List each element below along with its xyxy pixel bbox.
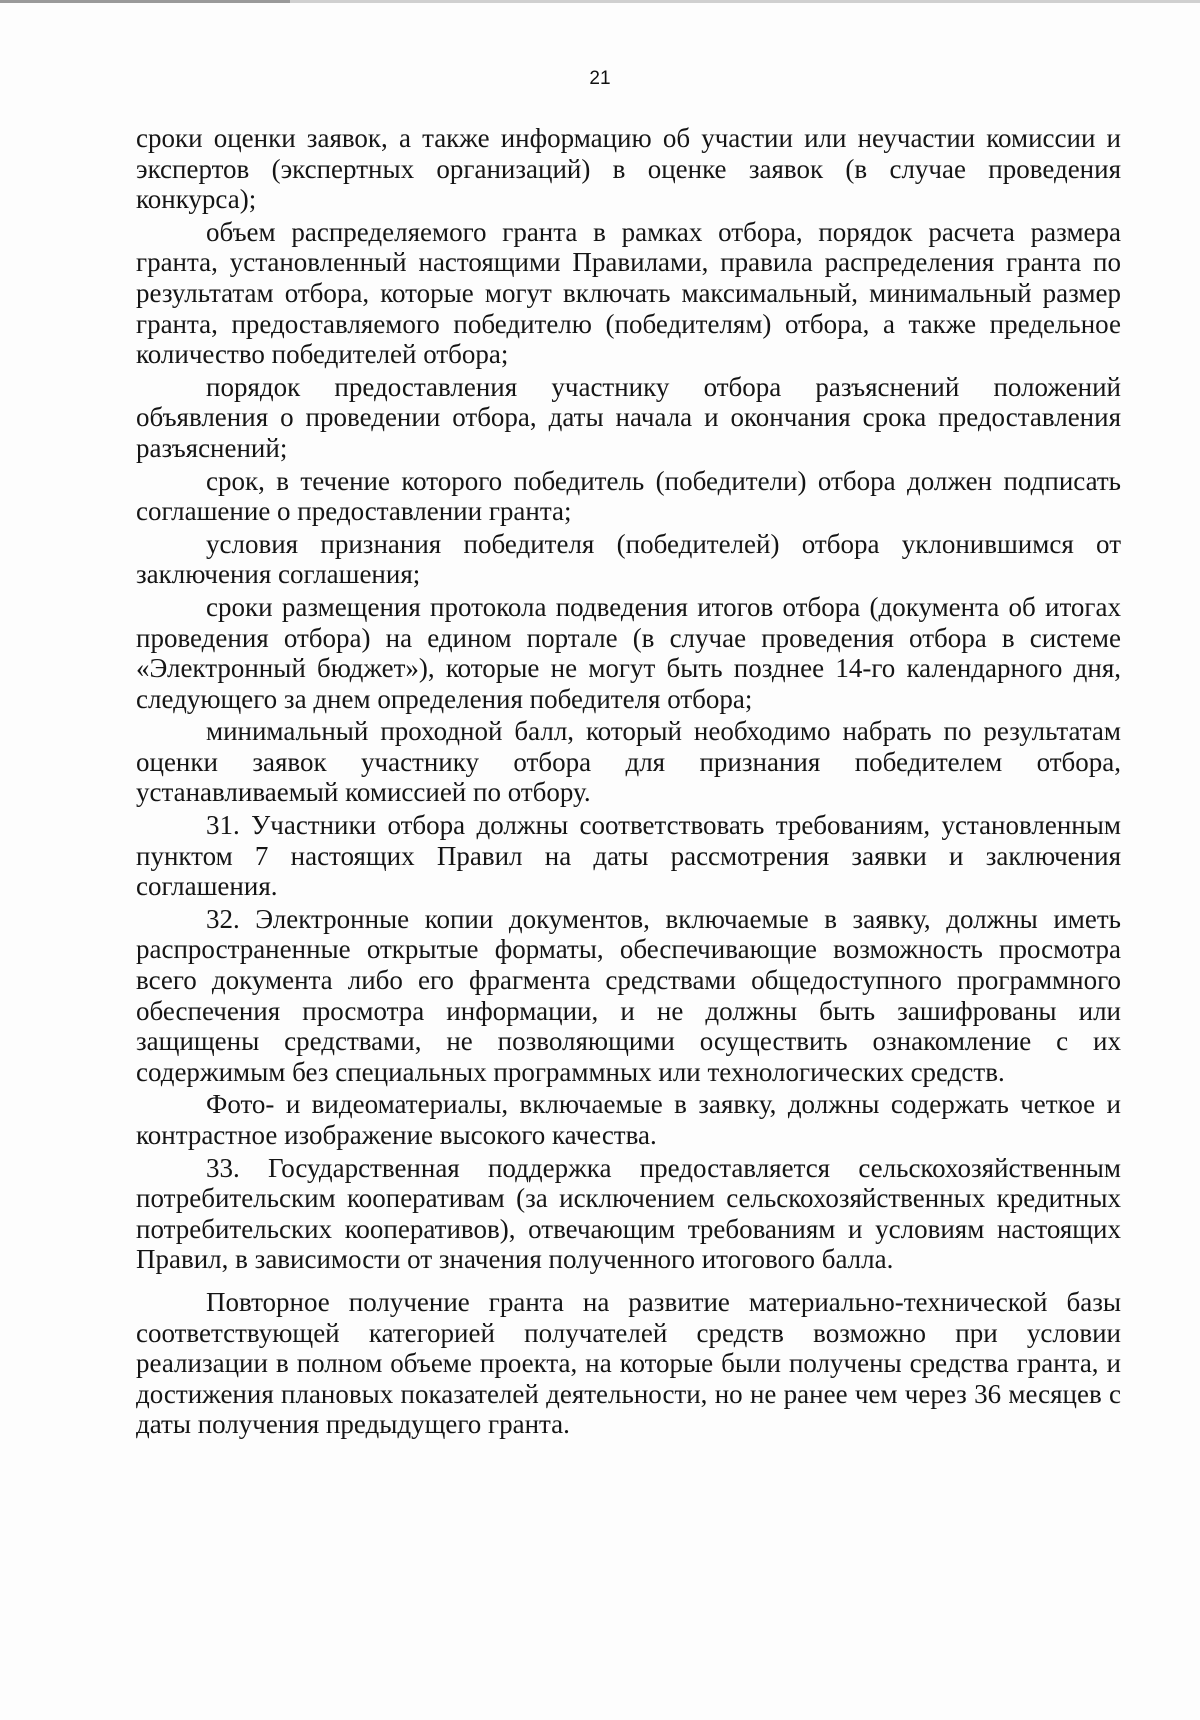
paragraph-item-33: 33. Государственная поддержка предоставляется сельскохозяйственным потребительским кооперативам (за исключением сельскохозяйственных кредитных потребительских кооперативов), отвечающим требованиям и условиям настоящих Правил, в зависимости от значения полученного итогового балла. [136, 1152, 1121, 1275]
paragraph-minimum-score: минимальный проходной балл, который необходимо набрать по результатам оценки заявок участнику отбора для признания победителем отбора, устанавливаемый комиссией по отбору. [136, 716, 1121, 808]
paragraph-signing-term: срок, в течение которого победитель (победители) отбора должен подписать соглашение о предоставлении гранта; [136, 465, 1121, 527]
paragraph-evaluation-terms: сроки оценки заявок, а также информацию об участии или неучастии комиссии и экспертов (экспертных организаций) в оценке заявок (в случае проведения конкурса); [136, 123, 1121, 215]
paragraph-clarification-procedure: порядок предоставления участнику отбора разъяснений положений объявления о проведении отбора, даты начала и окончания срока предоставления разъяснений; [136, 371, 1121, 463]
paragraph-grant-volume: объем распределяемого гранта в рамках отбора, порядок расчета размера гранта, установленный настоящими Правилами, правила распределения гранта по результатам отбора, которые могут включать максимальный, минимальный размер гранта, предоставляемого победителю (победителям) отбора, а также предельное количество победителей отбора; [136, 216, 1121, 370]
scan-edge [0, 0, 1200, 3]
paragraph-protocol-publication: сроки размещения протокола подведения итогов отбора (документа об итогах проведения отбора) на едином портале (в случае проведения отбора в системе «Электронный бюджет»), которые не могут быть позднее 14-го календарного дня, следующего за днем определения победителя отбора; [136, 591, 1121, 714]
paragraph-repeat-grant: Повторное получение гранта на развитие материально-технической базы соответствующей категорией получателей средств возможно при условии реализации в полном объеме проекта, на которые были получены средства гранта, и достижения плановых показателей деятельности, но не ранее чем через 36 месяцев с даты получения предыдущего гранта. [136, 1286, 1121, 1440]
document-body [136, 123, 1121, 1442]
paragraph-item-32: 32. Электронные копии документов, включаемые в заявку, должны иметь распространенные открытые форматы, обеспечивающие возможность просмотра всего документа либо его фрагмента средствами общедоступного программного обеспечения просмотра информации, и не должны быть зашифрованы или защищены средствами, не позволяющими осуществить ознакомление с их содержимым без специальных программных или технологических средств. [136, 903, 1121, 1087]
paragraph-evasion-conditions: условия признания победителя (победителей) отбора уклонившимся от заключения соглашения; [136, 528, 1121, 590]
page-number: 21 [589, 68, 611, 89]
paragraph-item-31: 31. Участники отбора должны соответствовать требованиям, установленным пунктом 7 настоящих Правил на даты рассмотрения заявки и заключения соглашения. [136, 810, 1121, 902]
paragraph-media-requirements: Фото- и видеоматериалы, включаемые в заявку, должны содержать четкое и контрастное изображение высокого качества. [136, 1089, 1121, 1150]
